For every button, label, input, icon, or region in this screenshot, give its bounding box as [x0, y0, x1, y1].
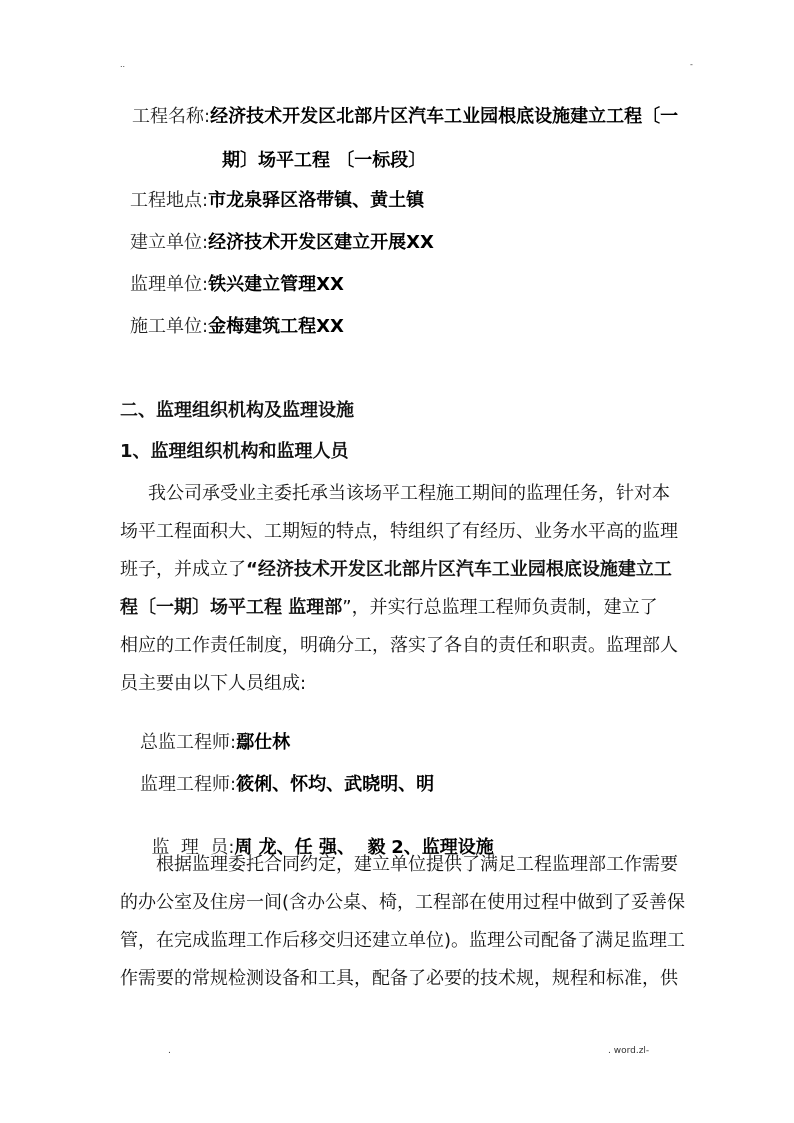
project-site-row: [130, 190, 424, 212]
section2-sub1-title: 1、监理组织机构和监理人员: [120, 441, 349, 462]
members-value: 周 龙、任 强、 毅: [234, 837, 386, 858]
para2-line: 的办公室及住房一间(含办公桌、椅，工程部在使用过程中做到了妥善保: [120, 892, 686, 913]
project-site-value: 市龙泉驿区洛带镇、黄土镇: [208, 190, 425, 211]
chief-engineer-row: [140, 732, 290, 754]
engineers-row: [140, 774, 434, 796]
chief-engineer-label: 总监工程师:: [140, 732, 237, 753]
supervisor-label: 监理单位:: [130, 274, 209, 295]
project-name-continuation: [222, 150, 426, 172]
header-right-mark: -: [690, 60, 693, 69]
owner-row: [130, 232, 434, 254]
para1-line: 我公司承受业主委托承当该场平工程施工期间的监理任务，针对本: [148, 483, 670, 504]
para1-line: [120, 589, 700, 627]
section2-sub2-title: 2、监理设施: [391, 837, 494, 858]
project-name-row: [132, 106, 678, 128]
footer-left-mark: .: [168, 1046, 171, 1056]
para1-line: [120, 551, 700, 589]
para1-bold-text: 程〔一期〕场平工程 监理部: [120, 597, 343, 618]
members-label: 监 理 员:: [151, 837, 235, 858]
engineers-value: 筱俐、怀均、武晓明、明: [236, 774, 435, 795]
footer-right-mark: . word.zl-: [608, 1046, 650, 1056]
contractor-value: 金梅建筑工程XX: [208, 316, 344, 337]
para1-line: 相应的工作责任制度，明确分工，落实了各自的责任和职责。监理部人: [120, 635, 678, 656]
section2-title: 二、监理组织机构及监理设施: [120, 400, 354, 421]
owner-label: 建立单位:: [130, 232, 209, 253]
engineers-label: 监理工程师:: [140, 774, 237, 795]
project-name-label: 工程名称:: [132, 106, 211, 127]
para2-line: 作需要的常规检测设备和工具，配备了必要的技术规，规程和标准，供: [120, 968, 678, 989]
project-name-value-2: 期〕场平工程 〔一标段〕: [222, 150, 427, 171]
para1-text: 班子，并成立了: [120, 559, 246, 580]
supervisor-row: [130, 274, 344, 296]
paragraph-organization: [120, 475, 700, 703]
para1-text: ”，并实行总监理工程师负责制，建立了: [342, 597, 658, 618]
supervisor-value: 铁兴建立管理XX: [208, 274, 344, 295]
contractor-label: 施工单位:: [130, 316, 209, 337]
para1-line: 员主要由以下人员组成:: [120, 673, 307, 694]
project-name-value: 经济技术开发区北部片区汽车工业园根底设施建立工程〔一: [210, 106, 679, 127]
owner-value: 经济技术开发区建立开展XX: [208, 232, 434, 253]
para2-line: 根据监理委托合同约定，建立单位提供了满足工程监理部工作需要: [156, 854, 678, 875]
para1-bold-text: “经济技术开发区北部片区汽车工业园根底设施建立工: [246, 559, 672, 580]
project-site-label: 工程地点:: [130, 190, 209, 211]
header-left-mark: ..: [120, 60, 126, 69]
contractor-row: [130, 316, 344, 338]
paragraph-facilities: [120, 846, 700, 998]
para2-line: 管，在完成监理工作后移交归还建立单位)。监理公司配备了满足监理工: [120, 930, 686, 951]
chief-engineer-value: 鄢仕林: [236, 732, 291, 753]
para1-line: 场平工程面积大、工期短的特点，特组织了有经历、业务水平高的监理: [120, 521, 678, 542]
